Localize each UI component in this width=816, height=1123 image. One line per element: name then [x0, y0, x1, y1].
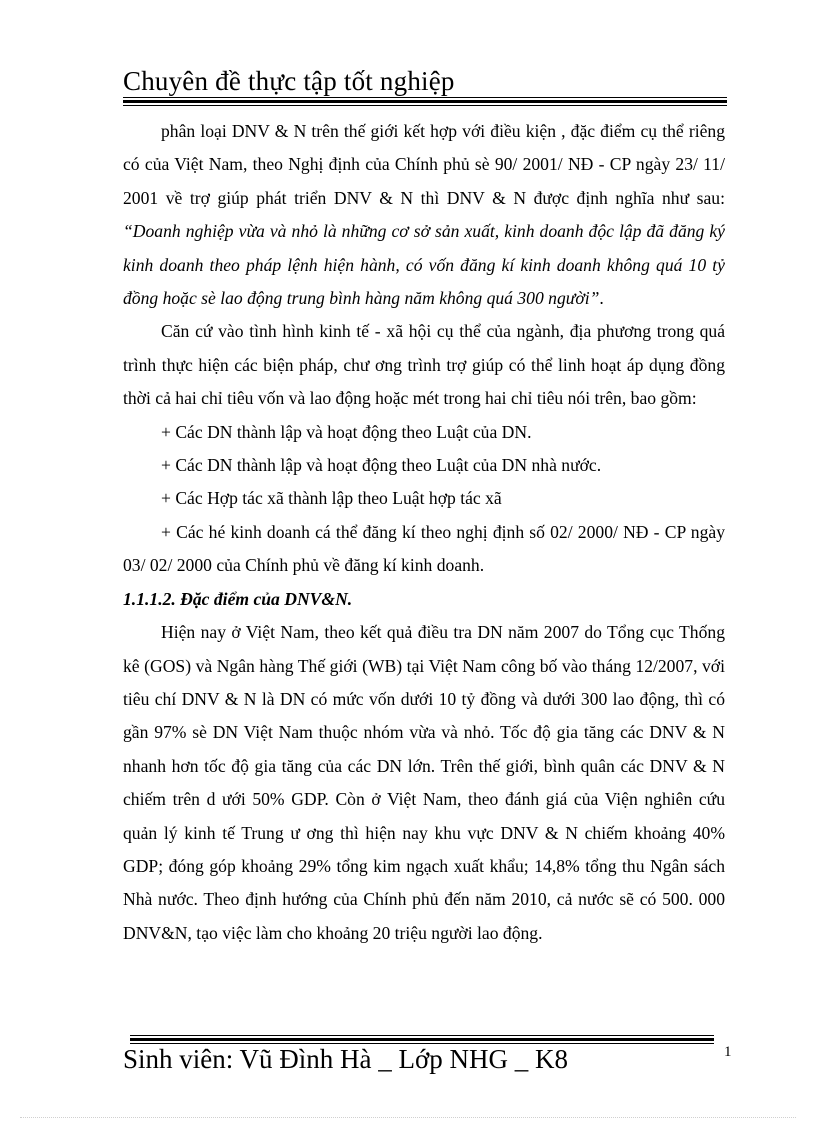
page-header-title: Chuyên đề thực tập tốt nghiệp	[123, 66, 455, 96]
page-number: 1	[724, 1044, 732, 1060]
paragraph-characteristics: Hiện nay ở Việt Nam, theo kết quả điều tra DN năm 2007 do Tổng cục Thống kê (GOS) và Ngân hàng Thế giới (WB) tại Việt Nam công bố vào tháng 12/2007, với tiêu chí DNV & N là DN có mức vốn dưới 10 tỷ đồng và dưới 300 lao động, thì có gần 97% sè DN Việt Nam thuộc nhóm vừa và nhỏ. Tốc độ gia tăng các DNV & N nhanh hơn tốc độ gia tăng của các DN lớn. Trên thế giới, bình quân các DNV & N chiếm trên d ưới 50% GDP. Còn ở Việt Nam, theo đánh giá của Viện nghiên cứu quản lý kinh tế Trung ư ơng thì hiện nay khu vực DNV & N chiếm khoảng 40% GDP; đóng góp khoảng 29% tổng kim ngạch xuất khẩu; 14,8% tổng thu Ngân sách Nhà nước. Theo định hướng của Chính phủ đến năm 2010, cả nước sẽ có 500. 000 DNV&N, tạo việc làm cho khoảng 20 triệu người lao động.	[123, 622, 725, 943]
paragraph-definition	[123, 115, 725, 315]
paragraph-definition-end: .	[599, 288, 604, 309]
list-item: + Các Hợp tác xã thành lập theo Luật hợp tác xã	[161, 488, 502, 509]
list-item: + Các DN thành lập và hoạt động theo Luật của DN.	[161, 421, 532, 442]
document-body	[123, 115, 725, 950]
paragraph-criteria: Căn cứ vào tình hình kinh tế - xã hội cụ thể của ngành, địa phương trong quá trình thực hiện các biện pháp, chư ơng trình trợ giúp có thể linh hoạt áp dụng đồng thời cả hai chỉ tiêu vốn và lao động hoặc mét trong hai chỉ tiêu nói trên, bao gồm:	[123, 321, 725, 409]
page-edge-divider	[20, 1117, 796, 1118]
list-item: + Các DN thành lập và hoạt động theo Luật của DN nhà nước.	[161, 455, 602, 476]
footer-student-info: Sinh viên: Vũ Đình Hà _ Lớp NHG _ K8	[123, 1044, 569, 1074]
definition-quote: “Doanh nghiệp vừa và nhỏ là những cơ sở sản xuất, kinh doanh độc lập đã đăng ký kinh doanh theo pháp lệnh hiện hành, có vốn đăng kí kinh doanh không quá 10 tỷ đồng hoặc sè lao động trung bình hàng năm không quá 300 người”	[123, 221, 725, 309]
section-heading: 1.1.1.2. Đặc điểm của DNV&N.	[123, 588, 353, 609]
list-item: + Các hé kinh doanh cá thể đăng kí theo nghị định số 02/ 2000/ NĐ - CP ngày 03/ 02/ 2000 của Chính phủ về đăng kí kinh doanh.	[123, 521, 725, 576]
header-divider	[123, 97, 727, 106]
paragraph-definition-text: phân loại DNV & N trên thế giới kết hợp với điều kiện , đặc điểm cụ thể riêng có của Việt Nam, theo Nghị định của Chính phủ sè 90/ 2001/ NĐ - CP ngày 23/ 11/ 2001 về trợ giúp phát triển DNV & N thì DNV & N được định nghĩa như sau:	[123, 121, 725, 208]
